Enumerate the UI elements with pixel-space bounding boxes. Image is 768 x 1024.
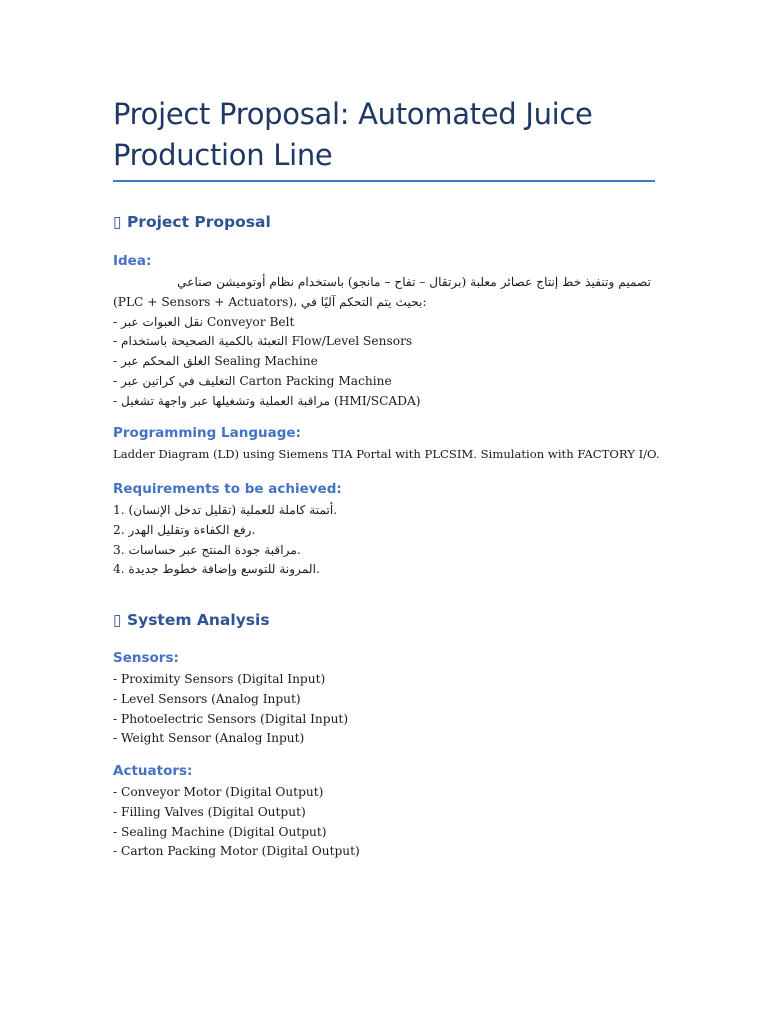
actuator-item: - Filling Valves (Digital Output) [113, 804, 306, 819]
missing-glyph-icon: ▯ [113, 213, 122, 231]
title-underline [113, 180, 655, 182]
requirement-item: 4. المرونة للتوسع وإضافة خطوط جديدة. [113, 562, 320, 577]
programming-language-line: Ladder Diagram (LD) using Siemens TIA Portal with PLCSIM. Simulation with FACTORY I/O. [113, 447, 660, 461]
idea-line: - نقل العبوات عبر Conveyor Belt [113, 314, 295, 329]
idea-lines [113, 273, 651, 412]
requirement-item: 3. مراقبة جودة المنتج عبر حساسات. [113, 542, 301, 557]
idea-line: (PLC + Sensors + Actuators)، بحيث يتم التحكم آليًا في: [113, 294, 427, 309]
actuator-item: - Conveyor Motor (Digital Output) [113, 785, 324, 799]
section-heading-label: System Analysis [126, 611, 270, 629]
subheading-requirements: Requirements to be achieved: [113, 481, 342, 497]
subheading-sensors: Sensors: [113, 650, 179, 666]
idea-line: - التغليف في كراتين عبر Carton Packing Machine [113, 373, 392, 388]
actuator-item: - Carton Packing Motor (Digital Output) [113, 844, 360, 859]
section-heading-system-analysis [113, 611, 270, 629]
idea-line: تصميم وتنفيذ خط إنتاج عصائر معلبة (برتقال – تفاح – مانجو) باستخدام نظام أوتوميشن صناعي [177, 275, 651, 289]
idea-line: - التعبئة بالكمية الصحيحة باستخدام Flow/Level Sensors [113, 334, 413, 349]
actuators-lines [113, 783, 360, 862]
sensors-lines [113, 670, 348, 749]
section-heading-label: Project Proposal [126, 213, 271, 231]
programming-language-lines [113, 445, 660, 465]
subheading-idea: Idea: [113, 253, 152, 269]
subheading-programming-language: Programming Language: [113, 425, 301, 441]
sensor-item: - Level Sensors (Analog Input) [113, 691, 301, 706]
section-heading-project-proposal [113, 213, 271, 231]
requirement-item: 2. رفع الكفاءة وتقليل الهدر. [113, 522, 256, 537]
document-title: Project Proposal: Automated Juice Production Line [113, 97, 593, 172]
requirements-lines [113, 501, 337, 580]
sensor-item: - Weight Sensor (Analog Input) [113, 731, 305, 746]
missing-glyph-icon: ▯ [113, 611, 122, 629]
requirement-item: 1. أتمتة كاملة للعملية (تقليل تدخل الإنسان). [113, 503, 338, 517]
subheading-actuators: Actuators: [113, 763, 193, 779]
idea-line: - مراقبة العملية وتشغيلها عبر واجهة تشغيل (HMI/SCADA) [113, 393, 421, 408]
sensor-item: - Proximity Sensors (Digital Input) [113, 672, 326, 686]
sensor-item: - Photoelectric Sensors (Digital Input) [113, 711, 349, 726]
idea-line: - الغلق المحكم عبر Sealing Machine [113, 354, 318, 369]
actuator-item: - Sealing Machine (Digital Output) [113, 824, 327, 839]
